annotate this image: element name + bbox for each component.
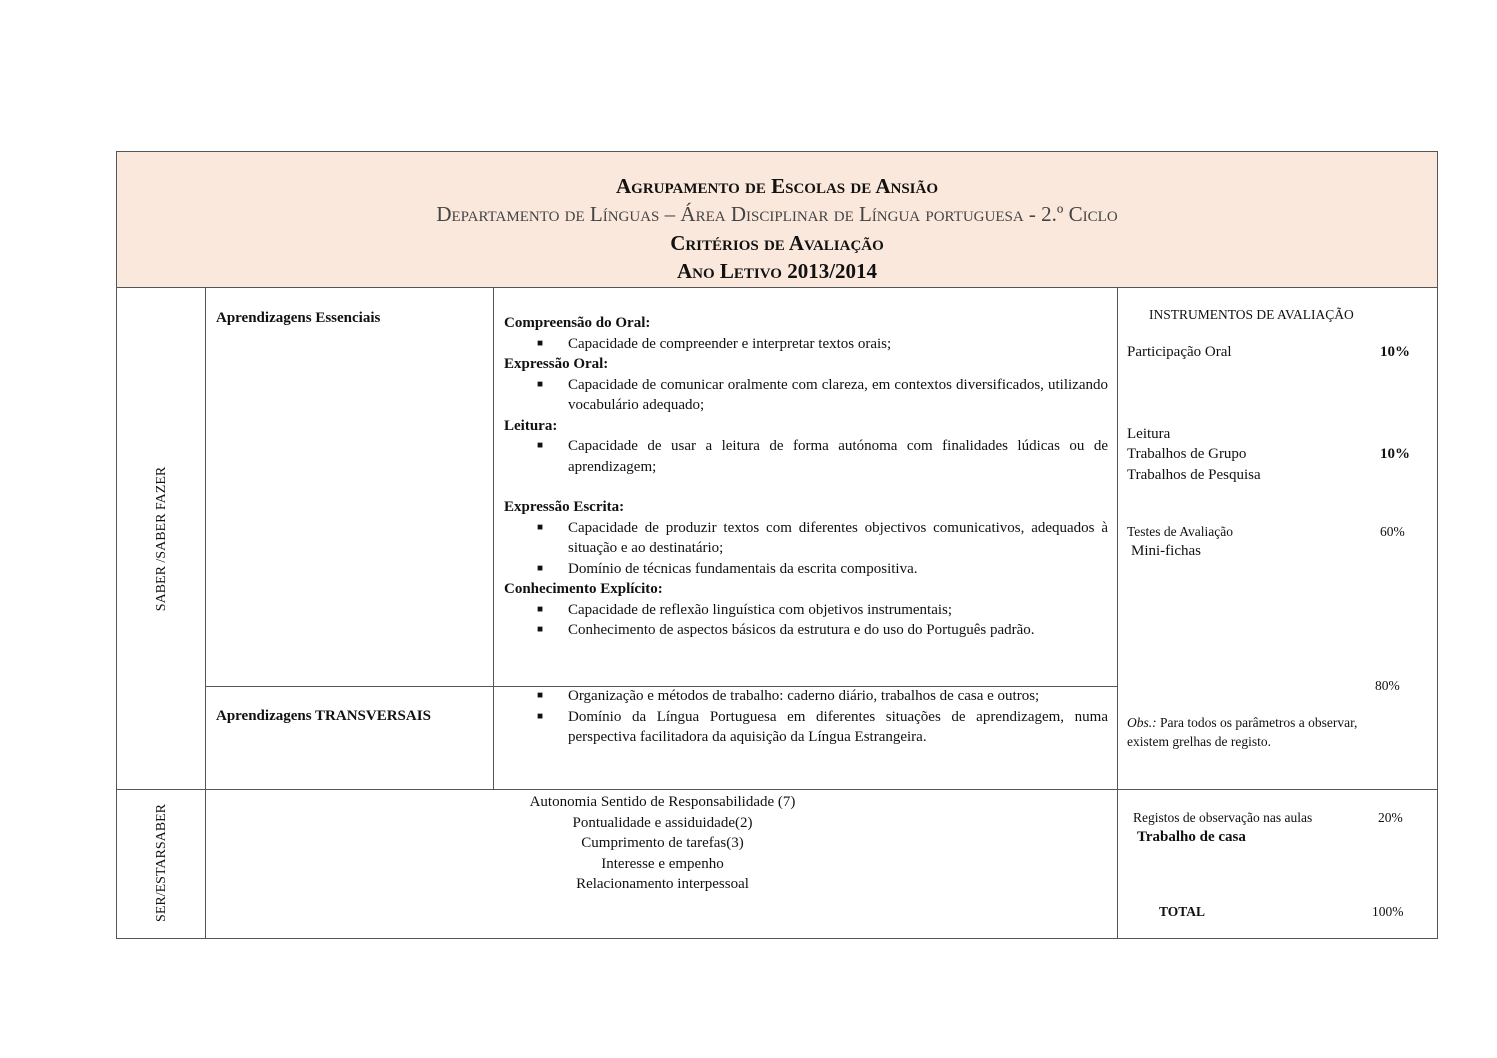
domain-ser-label: SER/ESTARSABER <box>154 804 169 922</box>
list-item: ■ Capacidade de produzir textos com diferentes objectivos comunicativos, adequados à situação e ao destinatário; <box>537 519 1108 556</box>
obs-label: Obs.: <box>1127 715 1157 730</box>
bullet-icon: ■ <box>537 440 544 451</box>
criteria-table <box>116 151 1438 939</box>
testes-label: Testes de Avaliação <box>1127 524 1234 539</box>
grid-line <box>205 287 206 939</box>
trabalhos-grupo-pct: 10% <box>1380 446 1410 462</box>
list-item: ■ Capacidade de reflexão linguística com objetivos instrumentais; <box>504 600 1108 621</box>
total-label: TOTAL <box>1159 904 1206 919</box>
trabalhos-grupo-label: Trabalhos de Grupo <box>1127 446 1247 462</box>
ser-items <box>207 792 1118 895</box>
participacao-label: Participação Oral <box>1127 344 1232 360</box>
instrumentos-title: INSTRUMENTOS DE AVALIAÇÃO <box>1149 307 1354 322</box>
list-item: ■ Domínio de técnicas fundamentais da escrita compositiva. <box>504 559 1108 580</box>
domain-saber-label: SABER /SABER FAZER <box>154 466 169 612</box>
school-year: Ano Letivo 2013/2014 <box>676 259 878 283</box>
total-pct: 100% <box>1372 904 1404 919</box>
section-list <box>504 518 1108 580</box>
ser-item: Cumprimento de tarefas(3) <box>581 835 744 851</box>
list-item: ■ Domínio da Língua Portuguesa em diferentes situações de aprendizagem, numa perspectiva facilitadora da aquisição da Língua Estrangeira. <box>537 708 1108 745</box>
bullet-icon: ■ <box>537 624 544 635</box>
list-item: ■ Capacidade de comunicar oralmente com clareza, em contextos diversificados, utilizando vocabulário adequado; <box>537 376 1108 413</box>
essenciais-label: Aprendizagens Essenciais <box>216 310 381 326</box>
ser-item: Interesse e empenho <box>601 855 724 872</box>
document-header <box>117 152 1437 288</box>
section-list <box>504 436 1108 477</box>
section-list <box>504 686 1108 748</box>
registos-pct: 20% <box>1378 810 1403 825</box>
list-item: ■ Capacidade de compreender e interpretar textos orais; <box>504 334 1108 355</box>
trabalho-casa-label: Trabalho de casa <box>1137 829 1246 845</box>
bullet-icon: ■ <box>537 690 544 701</box>
trabalhos-pesquisa-label: Trabalhos de Pesquisa <box>1127 467 1261 483</box>
transversais-content <box>504 686 1108 748</box>
obs-text: Para todos os parâmetros a observar, <box>1156 715 1358 730</box>
section-list <box>504 334 1108 355</box>
section-list <box>504 600 1108 641</box>
bullet-icon: ■ <box>537 562 544 574</box>
school-name: Agrupamento de Escolas de Ansião <box>616 174 938 198</box>
bullet-icon: ■ <box>537 521 544 533</box>
bullet-icon: ■ <box>537 378 544 390</box>
department-line: Departamento de Línguas – Área Disciplinar de Língua portuguesa - 2.º Ciclo <box>436 202 1118 226</box>
bullet-icon: ■ <box>537 337 544 349</box>
testes-pct: 60% <box>1380 524 1405 539</box>
registos-label: Registos de observação nas aulas <box>1133 810 1313 825</box>
list-item: ■ Conhecimento de aspectos básicos da estrutura e do uso do Português padrão. <box>504 620 1108 641</box>
bullet-icon: ■ <box>537 603 544 615</box>
participacao-pct: 10% <box>1380 344 1410 360</box>
section-title: Expressão Oral: <box>504 356 609 372</box>
grid-line <box>117 789 1437 790</box>
list-item: ■ Capacidade de usar a leitura de forma autónoma com finalidades lúdicas ou de aprendizagem; <box>537 438 1108 475</box>
ser-item: Autonomia Sentido de Responsabilidade (7) <box>529 794 796 810</box>
minifichas-label: Mini-fichas <box>1131 543 1201 559</box>
document-title: Critérios de Avaliação <box>670 231 884 255</box>
section-title: Compreensão do Oral: <box>504 315 651 331</box>
bullet-icon: ■ <box>537 710 544 722</box>
obs-note-continued: existem grelhas de registo. <box>1127 734 1271 749</box>
obs-note <box>1127 715 1357 731</box>
section-title: Leitura: <box>504 417 558 434</box>
essenciais-content <box>504 313 1108 641</box>
transversais-label: Aprendizagens TRANSVERSAIS <box>216 708 431 724</box>
ser-item: Pontualidade e assiduidade(2) <box>572 814 753 831</box>
ser-item: Relacionamento interpessoal <box>576 876 749 892</box>
leitura-label: Leitura <box>1127 426 1171 442</box>
grid-line <box>493 287 494 789</box>
list-item: ■ Organização e métodos de trabalho: caderno diário, trabalhos de casa e outros; <box>504 686 1108 707</box>
section-list <box>504 375 1108 416</box>
section-title: Expressão Escrita: <box>504 499 625 515</box>
section-title: Conhecimento Explícito: <box>504 581 663 597</box>
subtotal-pct: 80% <box>1375 678 1400 693</box>
